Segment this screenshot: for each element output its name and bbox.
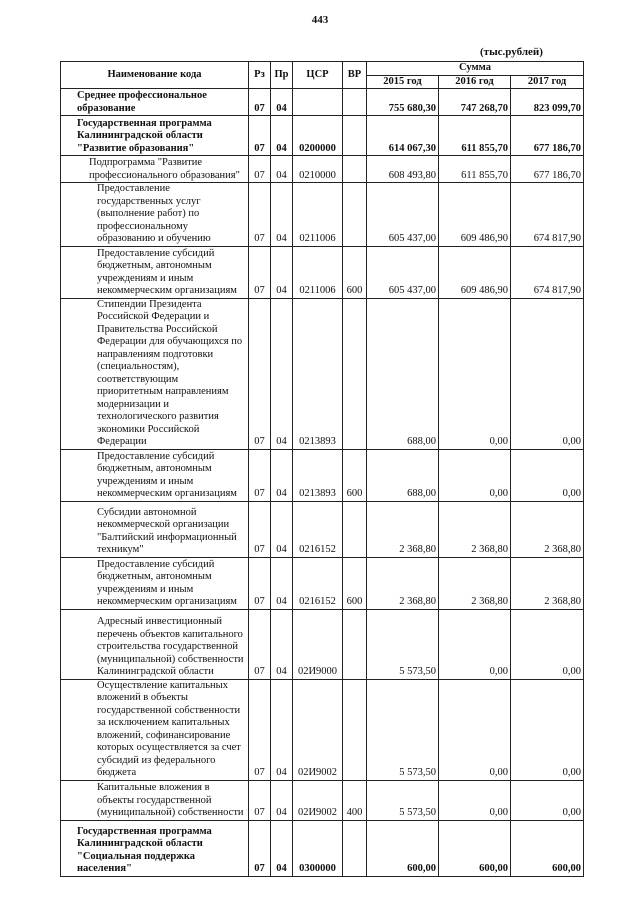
- row-csr: 02И9000: [293, 609, 343, 679]
- row-csr: 0211006: [293, 246, 343, 298]
- row-sum-2016: 0,00: [439, 609, 511, 679]
- row-pr: 04: [271, 89, 293, 116]
- row-pr: 04: [271, 116, 293, 156]
- table-row: [61, 501, 584, 557]
- table-row: [61, 449, 584, 501]
- row-sum-2015: 608 493,80: [367, 156, 439, 183]
- header-csr: ЦСР: [293, 62, 343, 89]
- table-row: [61, 246, 584, 298]
- row-sum-2017: 0,00: [511, 449, 584, 501]
- row-sum-2017: 674 817,90: [511, 183, 584, 247]
- row-csr: 0213893: [293, 298, 343, 449]
- header-2015: 2015 год: [367, 75, 439, 89]
- table-row: [61, 116, 584, 156]
- table-row: [61, 679, 584, 780]
- row-sum-2015: 2 368,80: [367, 557, 439, 609]
- page-number: 443: [311, 14, 329, 26]
- row-vr: [343, 820, 367, 876]
- row-name: Субсидии автономной некоммерческой организации "Балтийский информационный техникум": [61, 501, 249, 557]
- row-vr: [343, 298, 367, 449]
- row-sum-2016: 0,00: [439, 298, 511, 449]
- row-rz: 07: [249, 609, 271, 679]
- row-vr: [343, 156, 367, 183]
- row-sum-2015: 5 573,50: [367, 679, 439, 780]
- row-rz: 07: [249, 557, 271, 609]
- row-rz: 07: [249, 89, 271, 116]
- row-rz: 07: [249, 780, 271, 820]
- row-sum-2016: 611 855,70: [439, 156, 511, 183]
- row-csr: 0216152: [293, 557, 343, 609]
- row-rz: 07: [249, 449, 271, 501]
- row-sum-2015: 5 573,50: [367, 609, 439, 679]
- table-row: [61, 156, 584, 183]
- row-rz: 07: [249, 820, 271, 876]
- header-name: Наименование кода: [61, 62, 249, 89]
- row-rz: 07: [249, 298, 271, 449]
- row-sum-2016: 2 368,80: [439, 557, 511, 609]
- row-csr: [293, 89, 343, 116]
- row-name: Государственная программа Калининградской области "Социальная поддержка населения": [61, 820, 249, 876]
- row-rz: 07: [249, 679, 271, 780]
- row-vr: [343, 609, 367, 679]
- row-sum-2016: 600,00: [439, 820, 511, 876]
- row-sum-2015: 605 437,00: [367, 183, 439, 247]
- row-sum-2016: 0,00: [439, 449, 511, 501]
- row-sum-2015: 614 067,30: [367, 116, 439, 156]
- row-pr: 04: [271, 246, 293, 298]
- row-pr: 04: [271, 501, 293, 557]
- row-sum-2017: 677 186,70: [511, 156, 584, 183]
- row-name: Предоставление субсидий бюджетным, автономным учреждениям и иным некоммерческим организациям: [61, 246, 249, 298]
- row-sum-2017: 677 186,70: [511, 116, 584, 156]
- row-rz: 07: [249, 156, 271, 183]
- row-sum-2017: 0,00: [511, 780, 584, 820]
- row-vr: [343, 89, 367, 116]
- row-sum-2016: 611 855,70: [439, 116, 511, 156]
- header-pr: Пр: [271, 62, 293, 89]
- row-sum-2015: 2 368,80: [367, 501, 439, 557]
- row-sum-2015: 755 680,30: [367, 89, 439, 116]
- header-sum: Сумма: [367, 62, 584, 76]
- row-csr: 0300000: [293, 820, 343, 876]
- row-csr: 02И9002: [293, 780, 343, 820]
- row-sum-2017: 2 368,80: [511, 501, 584, 557]
- header-vr: ВР: [343, 62, 367, 89]
- row-vr: 600: [343, 557, 367, 609]
- row-sum-2015: 605 437,00: [367, 246, 439, 298]
- row-rz: 07: [249, 183, 271, 247]
- table-row: [61, 780, 584, 820]
- header-2016: 2016 год: [439, 75, 511, 89]
- row-sum-2017: 0,00: [511, 609, 584, 679]
- row-pr: 04: [271, 820, 293, 876]
- row-name: Капитальные вложения в объекты государственной (муниципальной) собственности: [61, 780, 249, 820]
- table-row: [61, 820, 584, 876]
- header-rz: Рз: [249, 62, 271, 89]
- row-csr: 0200000: [293, 116, 343, 156]
- table-row: [61, 183, 584, 247]
- row-sum-2017: 600,00: [511, 820, 584, 876]
- row-name: Осуществление капитальных вложений в объекты государственной собственности за исключением капитальных вложений, софинансирование которых осуществляется за счет субсидий из федерального бюджета: [61, 679, 249, 780]
- row-name: Государственная программа Калининградской области "Развитие образования": [61, 116, 249, 156]
- row-sum-2017: 0,00: [511, 298, 584, 449]
- row-sum-2016: 0,00: [439, 679, 511, 780]
- row-pr: 04: [271, 780, 293, 820]
- row-sum-2015: 600,00: [367, 820, 439, 876]
- row-name: Подпрограмма "Развитие профессионального образования": [61, 156, 249, 183]
- row-pr: 04: [271, 156, 293, 183]
- row-sum-2016: 747 268,70: [439, 89, 511, 116]
- table-row: [61, 298, 584, 449]
- row-vr: 600: [343, 449, 367, 501]
- row-name: Среднее профессиональное образование: [61, 89, 249, 116]
- row-csr: 0211006: [293, 183, 343, 247]
- row-csr: 0210000: [293, 156, 343, 183]
- row-vr: [343, 501, 367, 557]
- row-csr: 0216152: [293, 501, 343, 557]
- row-name: Предоставление субсидий бюджетным, автономным учреждениям и иным некоммерческим организациям: [61, 449, 249, 501]
- budget-table: [60, 61, 584, 877]
- table-row: [61, 557, 584, 609]
- row-vr: [343, 116, 367, 156]
- row-sum-2016: 2 368,80: [439, 501, 511, 557]
- row-rz: 07: [249, 246, 271, 298]
- row-sum-2016: 609 486,90: [439, 183, 511, 247]
- row-sum-2015: 5 573,50: [367, 780, 439, 820]
- row-sum-2017: 674 817,90: [511, 246, 584, 298]
- row-rz: 07: [249, 501, 271, 557]
- table-row: [61, 89, 584, 116]
- row-pr: 04: [271, 449, 293, 501]
- row-vr: [343, 183, 367, 247]
- row-name: Предоставление субсидий бюджетным, автономным учреждениям и иным некоммерческим организациям: [61, 557, 249, 609]
- row-csr: 0213893: [293, 449, 343, 501]
- row-pr: 04: [271, 557, 293, 609]
- row-pr: 04: [271, 183, 293, 247]
- row-csr: 02И9002: [293, 679, 343, 780]
- row-pr: 04: [271, 679, 293, 780]
- row-sum-2015: 688,00: [367, 298, 439, 449]
- row-vr: 600: [343, 246, 367, 298]
- row-vr: 400: [343, 780, 367, 820]
- units-label: (тыс.рублей): [480, 46, 543, 58]
- header-2017: 2017 год: [511, 75, 584, 89]
- row-pr: 04: [271, 609, 293, 679]
- row-sum-2017: 823 099,70: [511, 89, 584, 116]
- table-row: [61, 609, 584, 679]
- row-sum-2017: 2 368,80: [511, 557, 584, 609]
- row-name: Адресный инвестиционный перечень объектов капитального строительства государственной (муниципальной) собственности Калининградской области: [61, 609, 249, 679]
- row-sum-2015: 688,00: [367, 449, 439, 501]
- row-name: Стипендии Президента Российской Федерации и Правительства Российской Федерации для обучающихся по направлениям подготовки (специальностям), соответствующим приоритетным направлениям модернизации и технологического развития экономики Российской Федерации: [61, 298, 249, 449]
- row-sum-2016: 609 486,90: [439, 246, 511, 298]
- row-vr: [343, 679, 367, 780]
- row-pr: 04: [271, 298, 293, 449]
- row-name: Предоставление государственных услуг (выполнение работ) по профессиональному образованию и обучению: [61, 183, 249, 247]
- row-sum-2017: 0,00: [511, 679, 584, 780]
- row-sum-2016: 0,00: [439, 780, 511, 820]
- row-rz: 07: [249, 116, 271, 156]
